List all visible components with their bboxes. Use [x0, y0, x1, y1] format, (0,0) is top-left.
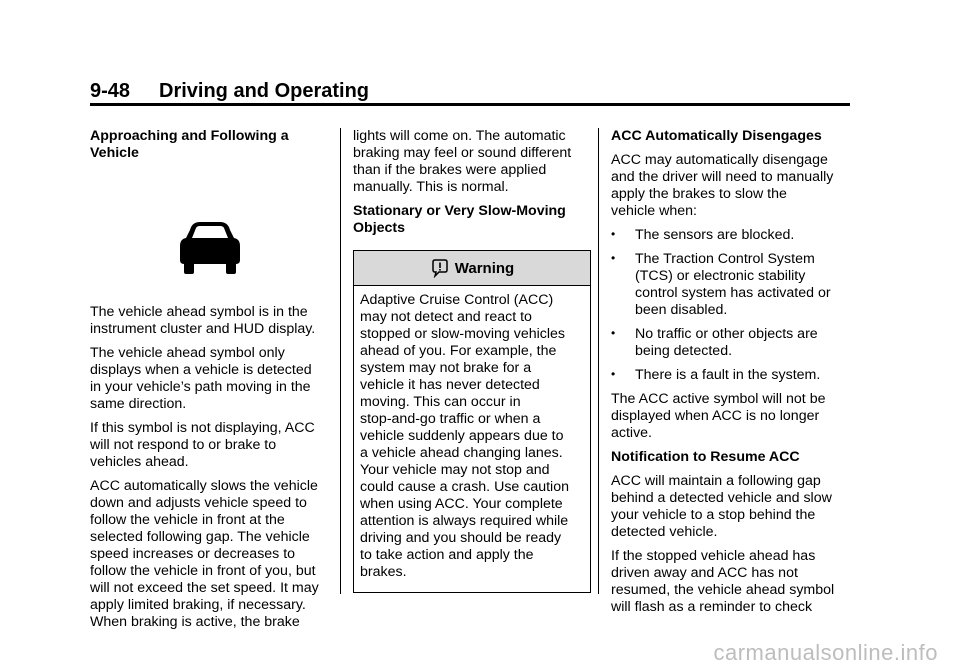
paragraph: ACC may automatically disengage and the driver will need to manually apply the brakes to slow the vehicle when: [611, 152, 834, 219]
column-divider [598, 128, 599, 594]
warning-body [354, 286, 590, 592]
header-rule [90, 103, 850, 106]
column-1 [90, 128, 330, 638]
paragraph: The vehicle ahead symbol is in the instrument cluster and HUD display. [90, 304, 316, 337]
bullet-list [611, 227, 861, 384]
warning-title: Warning [454, 259, 515, 277]
section-heading: Notification to Resume ACC [611, 449, 800, 465]
bullet-icon: • [611, 251, 616, 265]
paragraph: ACC will maintain a following gap behind a detected vehicle and slow your vehicle to a stop behind the detected vehicle. [611, 473, 832, 540]
bullet-icon: • [611, 326, 616, 340]
warning-text: Adaptive Cruise Control (ACC) may not detect and react to stopped or slow-moving vehicles ahead of you. For example, the system may not brake for a vehicle it has never detected moving. This can occur in stop-and-go traffic or when a vehicle suddenly appears due to a vehicle ahead changing lanes. Your vehicle may not stop and could cause a crash. Use caution when using ACC. Your complete attention is always required while driving and you should be ready to take action and apply the brakes. [360, 292, 569, 580]
watermark: carmanualsonline.info [713, 640, 938, 665]
warning-box [353, 250, 591, 593]
list-item: • No traffic or other objects are being detected. [611, 326, 818, 359]
section-heading: ACC Automatically Disengages [611, 128, 822, 144]
column-divider [340, 128, 341, 594]
column-2 [353, 128, 593, 593]
paragraph: If the stopped vehicle ahead has driven away and ACC has not resumed, the vehicle ahead symbol will flash as a reminder to check [611, 548, 835, 615]
section-title: Driving and Operating [159, 80, 370, 102]
list-item: • The Traction Control System (TCS) or electronic stability control system has activated or been disabled. [611, 251, 831, 318]
section-heading: Stationary or Very Slow-Moving Objects [353, 203, 566, 236]
paragraph: lights will come on. The automatic braking may feel or sound different than if the brakes were applied manually. This is normal. [353, 128, 572, 195]
column-3 [611, 128, 861, 623]
page-number: 9-48 [90, 80, 131, 102]
bullet-icon: • [611, 227, 616, 241]
warning-header [354, 251, 590, 286]
paragraph: The vehicle ahead symbol only displays when a vehicle is detected in your vehicle’s path moving in the same direction. [90, 345, 312, 412]
paragraph: The ACC active symbol will not be displayed when ACC is no longer active. [611, 391, 826, 441]
warning-icon [430, 258, 450, 278]
vehicle-ahead-icon [178, 220, 242, 274]
list-item: • There is a fault in the system. [611, 367, 821, 383]
paragraph: If this symbol is not displaying, ACC will not respond to or brake to vehicles ahead. [90, 420, 315, 470]
section-heading: Approaching and Following a Vehicle [90, 128, 289, 161]
paragraph: ACC automatically slows the vehicle down and adjusts vehicle speed to follow the vehicle in front at the selected following gap. The vehicle speed increases or decreases to follow the vehicle in front of you, but will not exceed the set speed. It may apply limited braking, if necessary. When braking is active, the brake [90, 478, 319, 630]
bullet-icon: • [611, 367, 616, 381]
list-item: • The sensors are blocked. [611, 227, 795, 243]
